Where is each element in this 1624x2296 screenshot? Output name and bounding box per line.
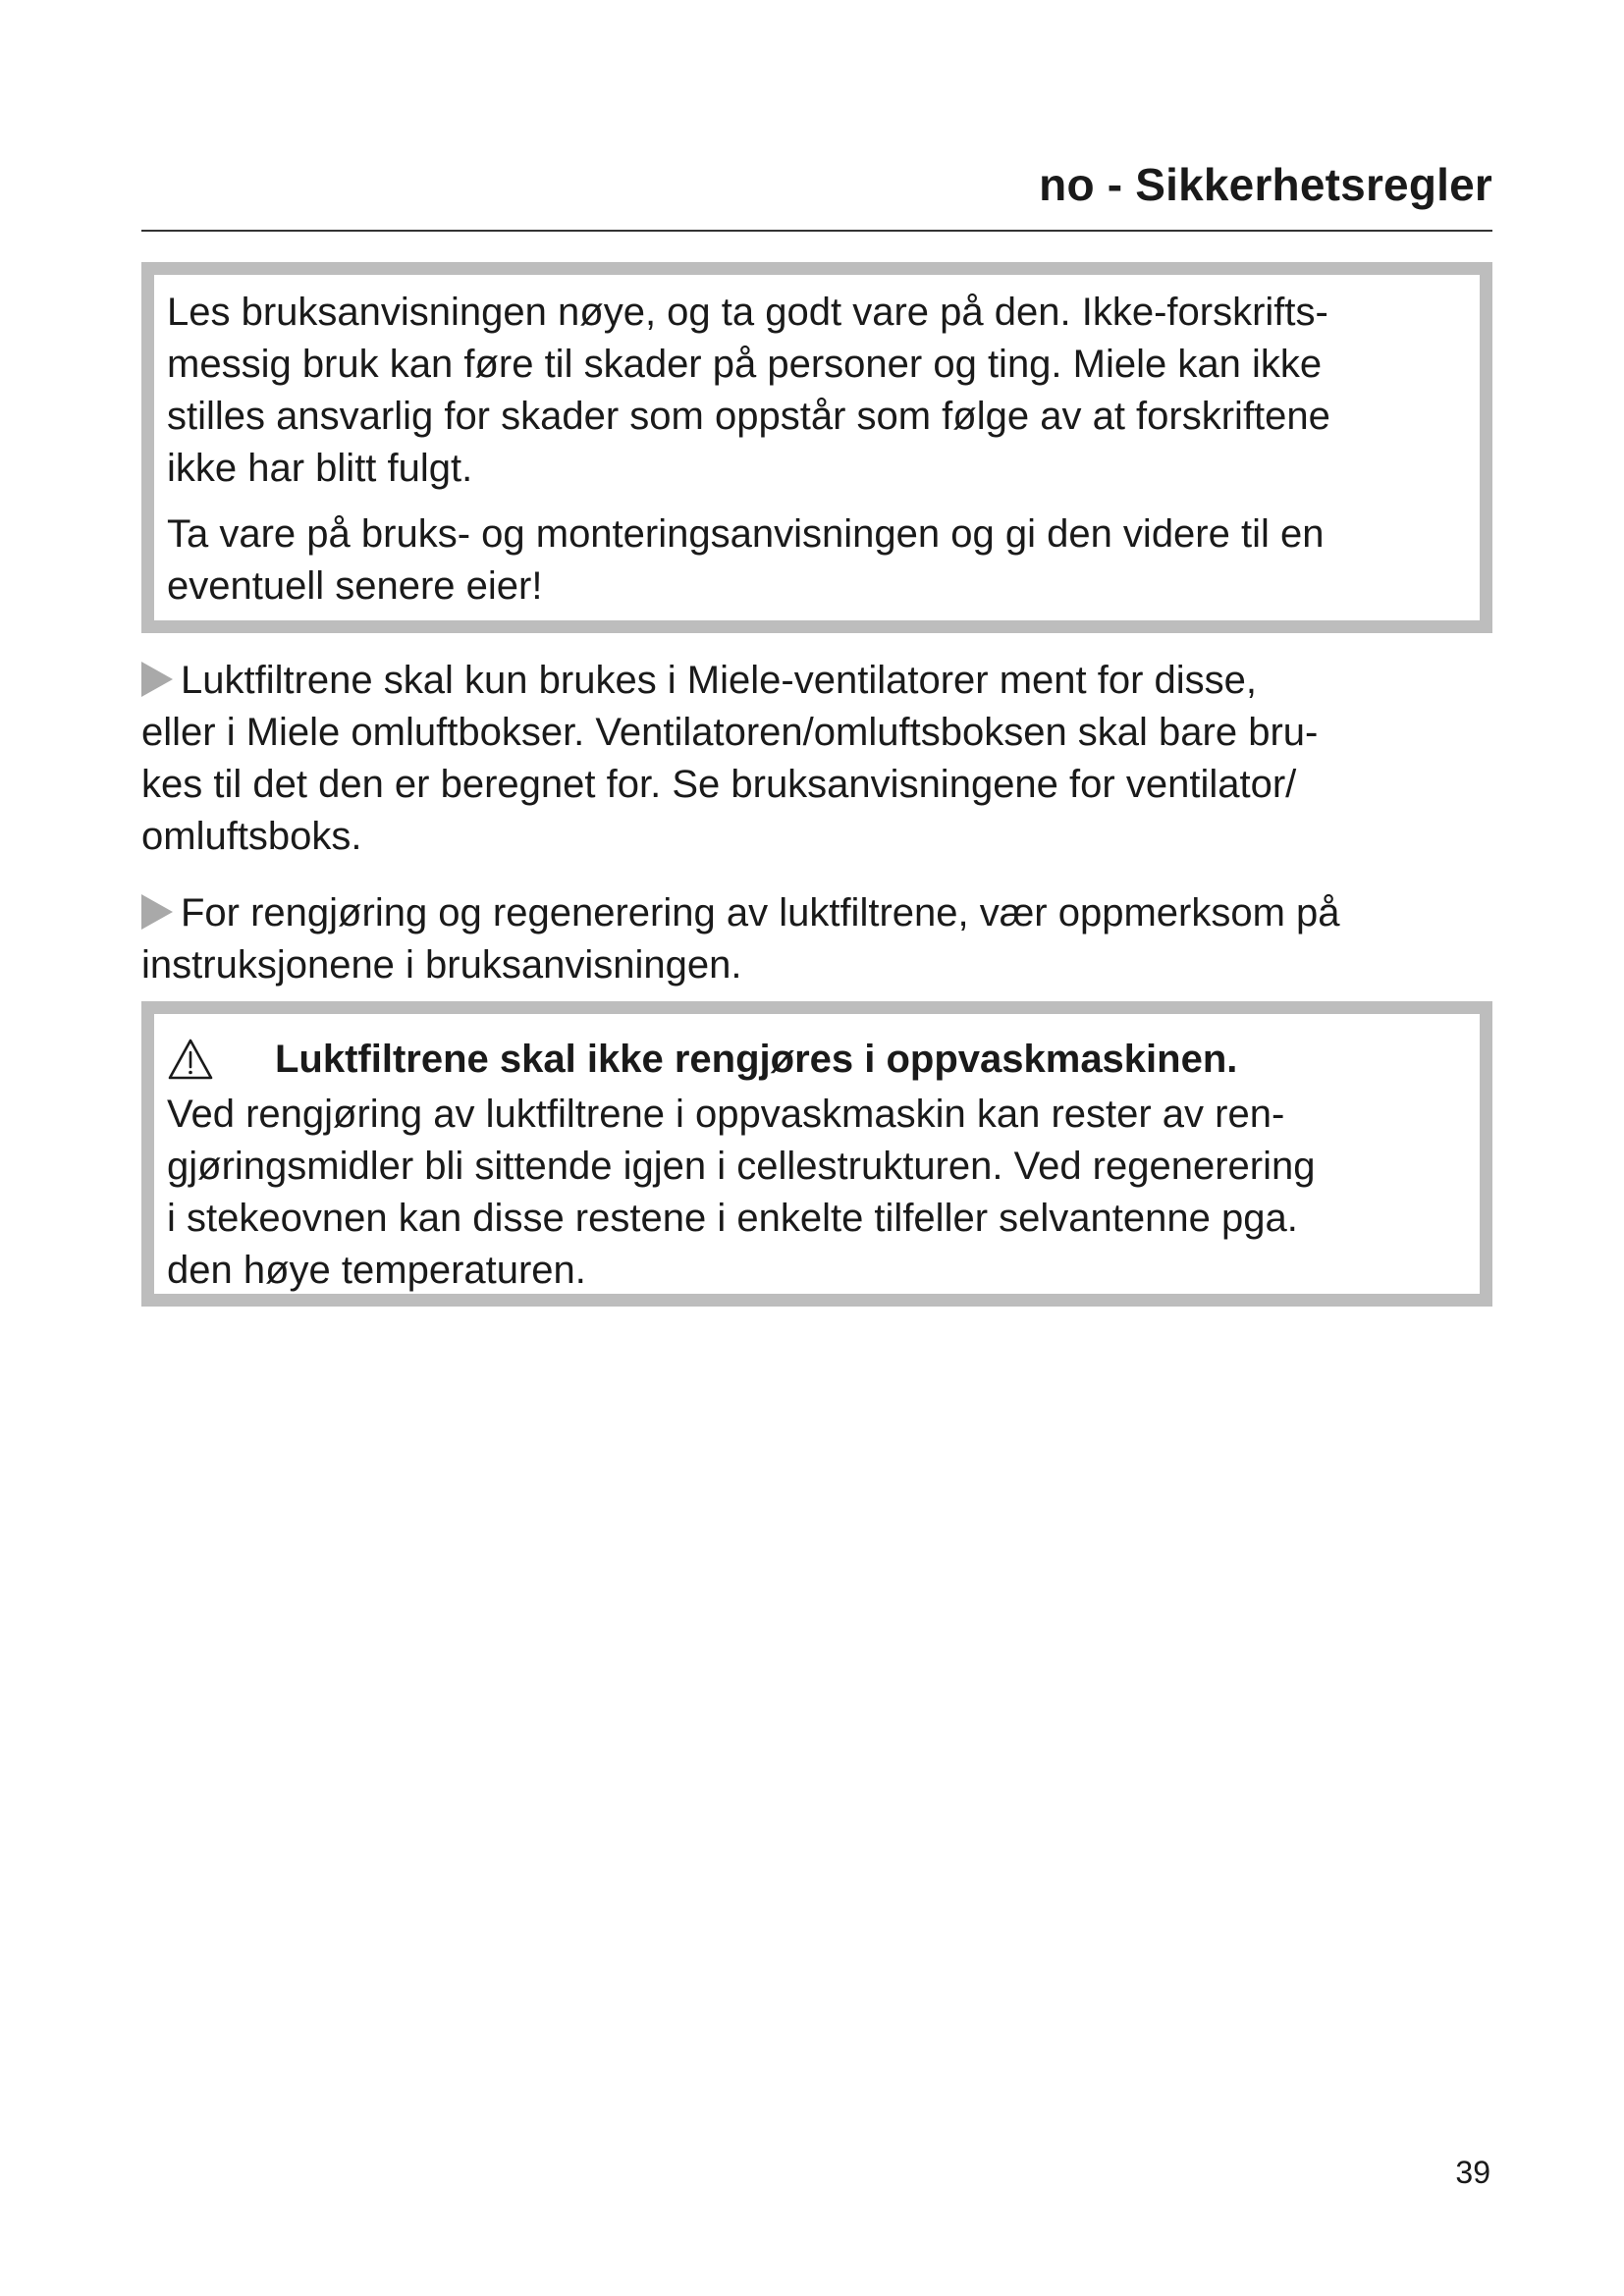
warning-box <box>141 1001 1492 1307</box>
intro-notice-box <box>141 262 1492 633</box>
intro-paragraph-1-line: Les bruksanvisningen nøye, og ta godt vare på den. Ikke-forskrifts- <box>167 291 1328 334</box>
intro-paragraph-1-line: stilles ansvarlig for skader som oppstår som følge av at forskriftene <box>167 395 1330 438</box>
instruction-line: Luktfiltrene skal kun brukes i Miele-ventilatorer ment for disse, <box>181 659 1258 702</box>
warning-heading: Luktfiltrene skal ikke rengjøres i oppvaskmaskinen. <box>275 1038 1238 1081</box>
intro-paragraph-1 <box>167 287 1476 495</box>
instruction-paragraph-cleaning <box>141 887 1496 991</box>
intro-paragraph-2-line: eventuell senere eier! <box>167 564 543 608</box>
instruction-line: instruksjonene i bruksanvisningen. <box>141 943 742 987</box>
bullet-arrow-icon <box>141 894 173 930</box>
page-header-title: no - Sikkerhetsregler <box>1039 159 1492 210</box>
intro-paragraph-2-line: Ta vare på bruks- og monteringsanvisningen og gi den videre til en <box>167 512 1325 556</box>
instruction-line: For rengjøring og regenerering av luktfiltrene, vær oppmerksom på <box>181 891 1340 934</box>
header-divider <box>141 230 1492 232</box>
intro-paragraph-1-line: messig bruk kan føre til skader på personer og ting. Miele kan ikke <box>167 343 1323 386</box>
page-number: 39 <box>1455 2155 1490 2190</box>
intro-paragraph-1-line: ikke har blitt fulgt. <box>167 447 473 490</box>
instruction-line: eller i Miele omluftbokser. Ventilatoren/omluftsboksen skal bare bru- <box>141 711 1319 754</box>
intro-paragraph-2 <box>167 508 1476 613</box>
warning-line: Ved rengjøring av luktfiltrene i oppvaskmaskin kan rester av ren- <box>167 1093 1285 1136</box>
instruction-paragraph-filters-usage <box>141 655 1496 863</box>
warning-heading-row <box>167 1036 1476 1083</box>
bullet-arrow-icon <box>141 662 173 697</box>
warning-line: i stekeovnen kan disse restene i enkelte tilfeller selvantenne pga. <box>167 1197 1298 1240</box>
warning-line: den høye temperaturen. <box>167 1249 586 1292</box>
warning-body <box>167 1089 1476 1297</box>
instruction-line: omluftsboks. <box>141 815 362 858</box>
warning-triangle-icon <box>167 1038 214 1081</box>
warning-line: gjøringsmidler bli sittende igjen i cellestrukturen. Ved regenerering <box>167 1145 1316 1188</box>
instruction-line: kes til det den er beregnet for. Se bruksanvisningene for ventilator/ <box>141 763 1297 806</box>
